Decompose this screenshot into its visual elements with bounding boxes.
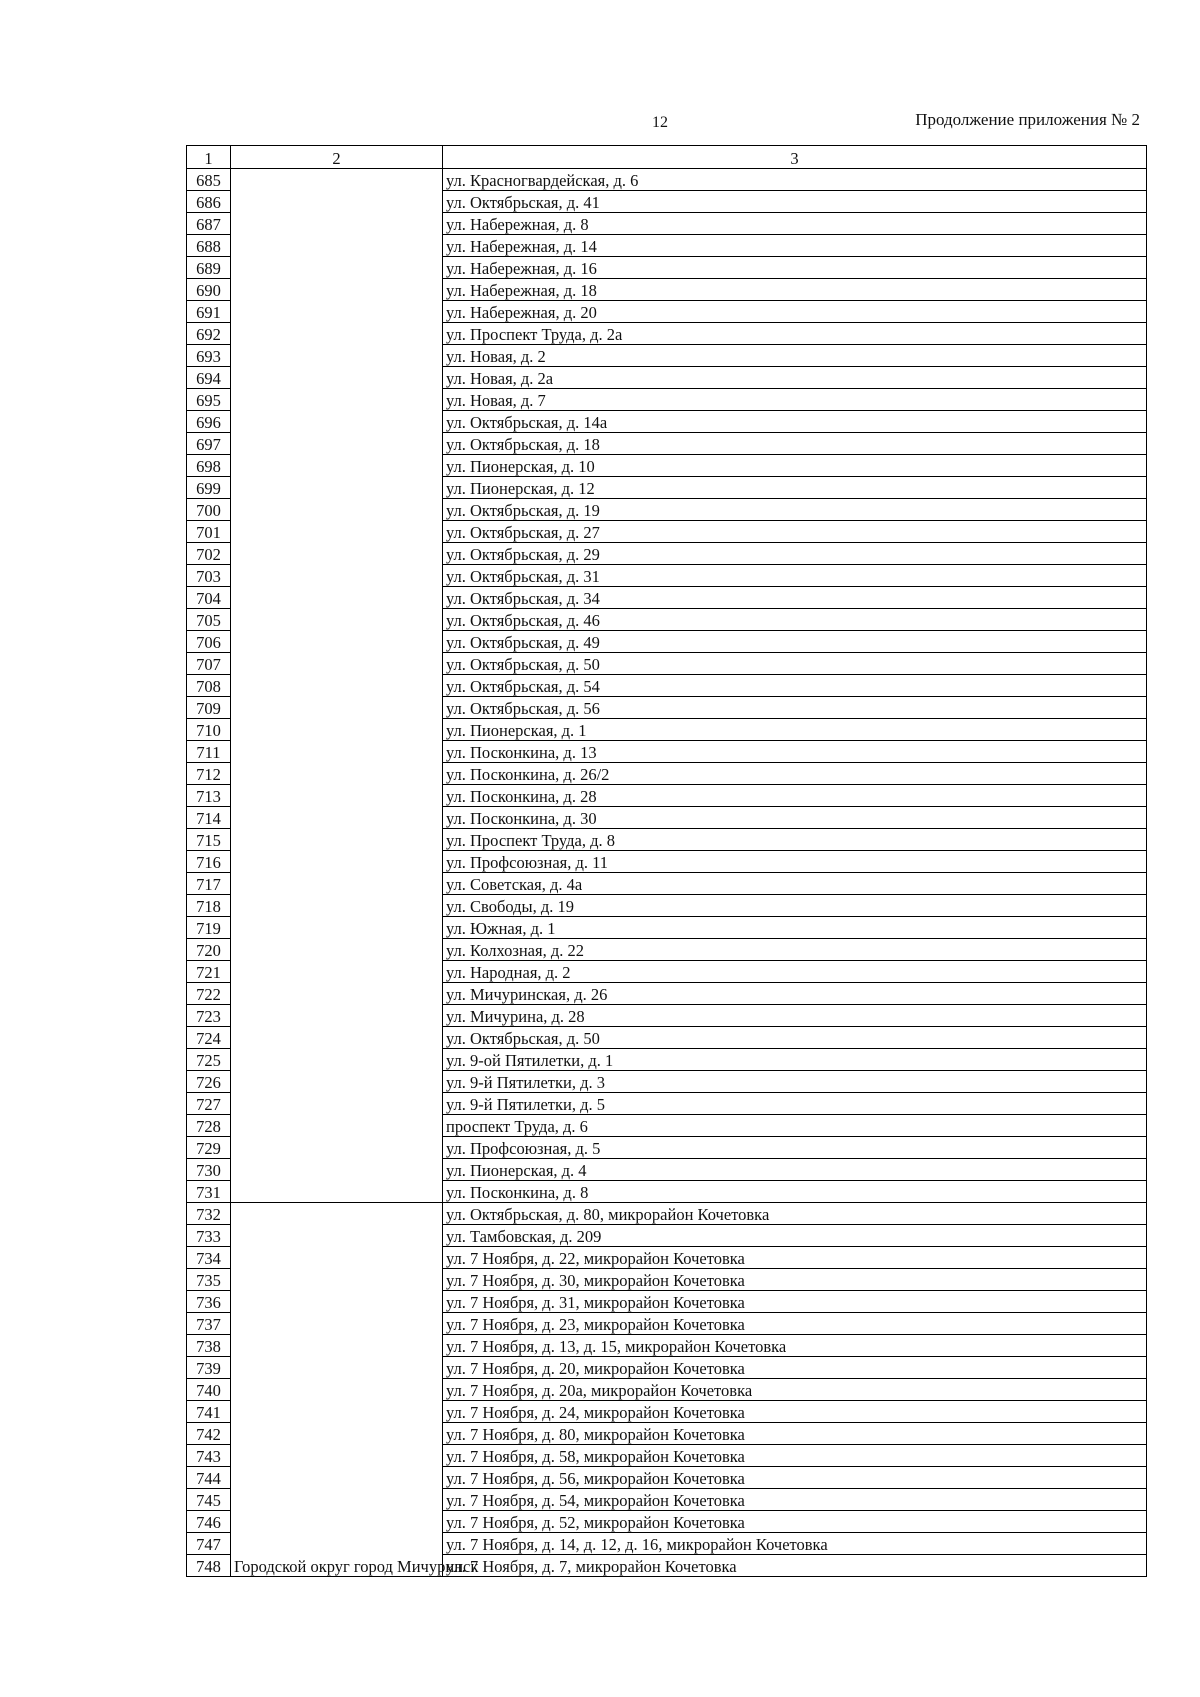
address-table xyxy=(186,145,1147,1577)
address-cell: проспект Труда, д. 6 xyxy=(443,1115,1147,1137)
row-number: 728 xyxy=(187,1115,231,1137)
row-number: 733 xyxy=(187,1225,231,1247)
address-cell: ул. 9-й Пятилетки, д. 3 xyxy=(443,1071,1147,1093)
address-cell: ул. 7 Ноября, д. 20а, микрорайон Кочетовка xyxy=(443,1379,1147,1401)
address-cell: ул. Красногвардейская, д. 6 xyxy=(443,169,1147,191)
address-cell: ул. 7 Ноября, д. 30, микрорайон Кочетовка xyxy=(443,1269,1147,1291)
address-cell: ул. Посконкина, д. 26/2 xyxy=(443,763,1147,785)
address-cell: ул. Октябрьская, д. 41 xyxy=(443,191,1147,213)
address-cell: ул. Профсоюзная, д. 11 xyxy=(443,851,1147,873)
address-cell: ул. Октябрьская, д. 56 xyxy=(443,697,1147,719)
address-cell: ул. 9-й Пятилетки, д. 5 xyxy=(443,1093,1147,1115)
continuation-label: Продолжение приложения № 2 xyxy=(915,110,1140,129)
row-number: 695 xyxy=(187,389,231,411)
address-cell: ул. Проспект Труда, д. 2а xyxy=(443,323,1147,345)
row-number: 715 xyxy=(187,829,231,851)
row-number: 701 xyxy=(187,521,231,543)
address-cell: ул. Мичурина, д. 28 xyxy=(443,1005,1147,1027)
address-cell: ул. Октябрьская, д. 49 xyxy=(443,631,1147,653)
row-number: 739 xyxy=(187,1357,231,1379)
row-number: 729 xyxy=(187,1137,231,1159)
address-cell: ул. 7 Ноября, д. 56, микрорайон Кочетовка xyxy=(443,1467,1147,1489)
row-number: 737 xyxy=(187,1313,231,1335)
address-cell: ул. 7 Ноября, д. 20, микрорайон Кочетовка xyxy=(443,1357,1147,1379)
address-cell: ул. Новая, д. 2а xyxy=(443,367,1147,389)
row-number: 714 xyxy=(187,807,231,829)
address-cell: ул. Октябрьская, д. 80, микрорайон Кочетовка xyxy=(443,1203,1147,1225)
row-number: 746 xyxy=(187,1511,231,1533)
row-number: 692 xyxy=(187,323,231,345)
row-number: 726 xyxy=(187,1071,231,1093)
row-number: 727 xyxy=(187,1093,231,1115)
row-number: 687 xyxy=(187,213,231,235)
address-cell: ул. Октябрьская, д. 50 xyxy=(443,653,1147,675)
table-row xyxy=(187,169,1147,191)
address-cell: ул. 7 Ноября, д. 7, микрорайон Кочетовка xyxy=(443,1555,1147,1577)
row-number: 686 xyxy=(187,191,231,213)
row-number: 706 xyxy=(187,631,231,653)
row-number: 717 xyxy=(187,873,231,895)
address-cell: ул. Октябрьская, д. 34 xyxy=(443,587,1147,609)
column-header: 1 xyxy=(187,146,231,169)
address-cell: ул. Посконкина, д. 8 xyxy=(443,1181,1147,1203)
address-cell: ул. Октябрьская, д. 50 xyxy=(443,1027,1147,1049)
row-number: 700 xyxy=(187,499,231,521)
row-number: 741 xyxy=(187,1401,231,1423)
address-cell: ул. Посконкина, д. 28 xyxy=(443,785,1147,807)
row-number: 744 xyxy=(187,1467,231,1489)
row-number: 690 xyxy=(187,279,231,301)
row-number: 702 xyxy=(187,543,231,565)
address-cell: ул. Новая, д. 2 xyxy=(443,345,1147,367)
municipality-cell: Городской округ город Мичуринск xyxy=(231,1203,443,1577)
row-number: 704 xyxy=(187,587,231,609)
row-number: 713 xyxy=(187,785,231,807)
row-number: 716 xyxy=(187,851,231,873)
row-number: 718 xyxy=(187,895,231,917)
row-number: 721 xyxy=(187,961,231,983)
column-header: 3 xyxy=(443,146,1147,169)
row-number: 696 xyxy=(187,411,231,433)
address-cell: ул. 7 Ноября, д. 23, микрорайон Кочетовка xyxy=(443,1313,1147,1335)
table-row xyxy=(187,1203,1147,1225)
address-cell: ул. Набережная, д. 18 xyxy=(443,279,1147,301)
page-number: 12 xyxy=(652,114,668,131)
address-cell: ул. Октябрьская, д. 46 xyxy=(443,609,1147,631)
address-cell: ул. Профсоюзная, д. 5 xyxy=(443,1137,1147,1159)
row-number: 743 xyxy=(187,1445,231,1467)
address-cell: ул. Пионерская, д. 10 xyxy=(443,455,1147,477)
row-number: 738 xyxy=(187,1335,231,1357)
row-number: 745 xyxy=(187,1489,231,1511)
row-number: 707 xyxy=(187,653,231,675)
row-number: 720 xyxy=(187,939,231,961)
address-cell: ул. 7 Ноября, д. 80, микрорайон Кочетовка xyxy=(443,1423,1147,1445)
address-cell: ул. Новая, д. 7 xyxy=(443,389,1147,411)
row-number: 730 xyxy=(187,1159,231,1181)
row-number: 722 xyxy=(187,983,231,1005)
address-cell: ул. Посконкина, д. 30 xyxy=(443,807,1147,829)
address-cell: ул. Мичуринская, д. 26 xyxy=(443,983,1147,1005)
row-number: 693 xyxy=(187,345,231,367)
row-number: 697 xyxy=(187,433,231,455)
row-number: 731 xyxy=(187,1181,231,1203)
address-cell: ул. Октябрьская, д. 54 xyxy=(443,675,1147,697)
row-number: 705 xyxy=(187,609,231,631)
address-cell: ул. Проспект Труда, д. 8 xyxy=(443,829,1147,851)
address-cell: ул. Октябрьская, д. 18 xyxy=(443,433,1147,455)
address-cell: ул. Октябрьская, д. 14а xyxy=(443,411,1147,433)
address-cell: ул. Колхозная, д. 22 xyxy=(443,939,1147,961)
address-cell: ул. 7 Ноября, д. 14, д. 12, д. 16, микрорайон Кочетовка xyxy=(443,1533,1147,1555)
row-number: 732 xyxy=(187,1203,231,1225)
row-number: 685 xyxy=(187,169,231,191)
row-number: 694 xyxy=(187,367,231,389)
address-cell: ул. Пионерская, д. 4 xyxy=(443,1159,1147,1181)
row-number: 691 xyxy=(187,301,231,323)
row-number: 703 xyxy=(187,565,231,587)
row-number: 748 xyxy=(187,1555,231,1577)
header-row xyxy=(187,146,1147,169)
address-cell: ул. Пионерская, д. 12 xyxy=(443,477,1147,499)
address-cell: ул. Советская, д. 4а xyxy=(443,873,1147,895)
row-number: 689 xyxy=(187,257,231,279)
table-body xyxy=(187,169,1147,1577)
row-number: 734 xyxy=(187,1247,231,1269)
address-cell: ул. Пионерская, д. 1 xyxy=(443,719,1147,741)
address-cell: ул. Октябрьская, д. 29 xyxy=(443,543,1147,565)
row-number: 740 xyxy=(187,1379,231,1401)
address-cell: ул. Набережная, д. 8 xyxy=(443,213,1147,235)
address-cell: ул. Народная, д. 2 xyxy=(443,961,1147,983)
address-cell: ул. Свободы, д. 19 xyxy=(443,895,1147,917)
address-cell: ул. Южная, д. 1 xyxy=(443,917,1147,939)
address-cell: ул. Посконкина, д. 13 xyxy=(443,741,1147,763)
row-number: 712 xyxy=(187,763,231,785)
row-number: 725 xyxy=(187,1049,231,1071)
row-number: 710 xyxy=(187,719,231,741)
address-cell: ул. 7 Ноября, д. 24, микрорайон Кочетовка xyxy=(443,1401,1147,1423)
address-cell: ул. Набережная, д. 20 xyxy=(443,301,1147,323)
row-number: 699 xyxy=(187,477,231,499)
row-number: 735 xyxy=(187,1269,231,1291)
row-number: 736 xyxy=(187,1291,231,1313)
address-cell: ул. Тамбовская, д. 209 xyxy=(443,1225,1147,1247)
row-number: 747 xyxy=(187,1533,231,1555)
address-cell: ул. 7 Ноября, д. 13, д. 15, микрорайон Кочетовка xyxy=(443,1335,1147,1357)
row-number: 723 xyxy=(187,1005,231,1027)
address-cell: ул. Октябрьская, д. 31 xyxy=(443,565,1147,587)
row-number: 724 xyxy=(187,1027,231,1049)
address-cell: ул. Октябрьская, д. 19 xyxy=(443,499,1147,521)
row-number: 709 xyxy=(187,697,231,719)
address-cell: ул. 7 Ноября, д. 54, микрорайон Кочетовка xyxy=(443,1489,1147,1511)
row-number: 719 xyxy=(187,917,231,939)
address-cell: ул. Набережная, д. 14 xyxy=(443,235,1147,257)
row-number: 742 xyxy=(187,1423,231,1445)
address-cell: ул. 7 Ноября, д. 52, микрорайон Кочетовка xyxy=(443,1511,1147,1533)
address-cell: ул. Набережная, д. 16 xyxy=(443,257,1147,279)
row-number: 698 xyxy=(187,455,231,477)
row-number: 688 xyxy=(187,235,231,257)
address-cell: ул. 7 Ноября, д. 58, микрорайон Кочетовка xyxy=(443,1445,1147,1467)
address-cell: ул. Октябрьская, д. 27 xyxy=(443,521,1147,543)
address-cell: ул. 7 Ноября, д. 22, микрорайон Кочетовка xyxy=(443,1247,1147,1269)
column-header: 2 xyxy=(231,146,443,169)
row-number: 711 xyxy=(187,741,231,763)
row-number: 708 xyxy=(187,675,231,697)
address-cell: ул. 7 Ноября, д. 31, микрорайон Кочетовка xyxy=(443,1291,1147,1313)
address-cell: ул. 9-ой Пятилетки, д. 1 xyxy=(443,1049,1147,1071)
municipality-cell xyxy=(231,169,443,1203)
